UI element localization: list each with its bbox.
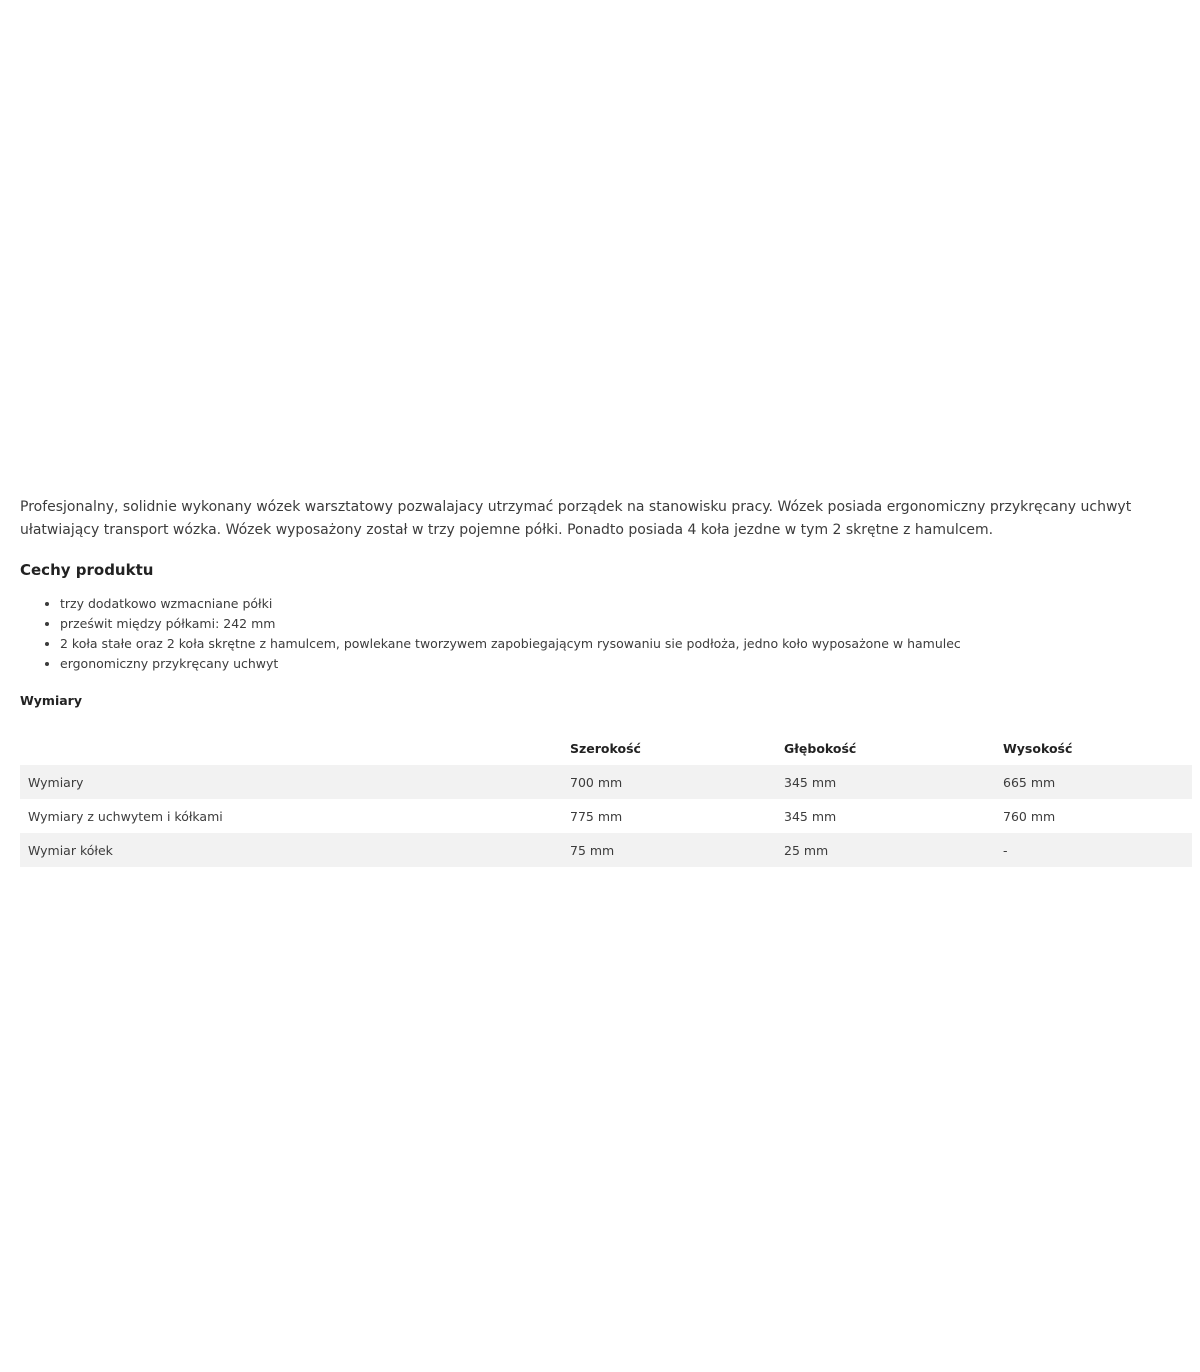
height-cell: - (995, 833, 1192, 867)
row-label: Wymiar kółek (20, 833, 562, 867)
dimensions-table (20, 731, 1192, 867)
list-item: • prześwit między półkami: 242 mm (60, 614, 1192, 634)
column-header-width: Szerokość (570, 740, 641, 756)
column-header-depth: Głębokość (784, 740, 857, 756)
table-header-row (20, 731, 1192, 765)
depth-cell: 345 mm (784, 808, 837, 824)
intro-paragraph: Profesjonalny, solidnie wykonany wózek warsztatowy pozwalajacy utrzymać porządek na stanowisku pracy. Wózek posiada ergonomiczny przykręcany uchwyt ułatwiający transport wózka. Wózek wyposażony został w trzy pojemne półki. Ponadto posiada 4 koła jezdne w tym 2 skrętne z hamulcem. (20, 499, 1132, 538)
column-header-height: Wysokość (1003, 740, 1073, 756)
row-label: Wymiary (20, 765, 562, 799)
row-label: Wymiary z uchwytem i kółkami (28, 808, 223, 824)
features-heading: Cechy produktu (20, 561, 154, 579)
features-list (20, 594, 1192, 674)
width-cell: 700 mm (562, 765, 776, 799)
product-description (20, 496, 1192, 867)
height-cell: 760 mm (1003, 808, 1056, 824)
table-row (20, 765, 1192, 799)
width-cell: 775 mm (570, 808, 623, 824)
depth-cell: 25 mm (776, 833, 995, 867)
depth-cell: 345 mm (776, 765, 995, 799)
table-row (20, 799, 1192, 833)
list-item: • 2 koła stałe oraz 2 koła skrętne z hamulcem, powlekane tworzywem zapobiegającym rysowaniu sie podłoża, jedno koło wyposażone w hamulec (60, 634, 1192, 654)
height-cell: 665 mm (995, 765, 1192, 799)
width-cell: 75 mm (562, 833, 776, 867)
dimensions-heading: Wymiary (20, 693, 82, 708)
column-header (20, 731, 562, 765)
list-item: • trzy dodatkowo wzmacniane półki (60, 594, 1192, 614)
table-row (20, 833, 1192, 867)
list-item: • ergonomiczny przykręcany uchwyt (60, 654, 1192, 674)
